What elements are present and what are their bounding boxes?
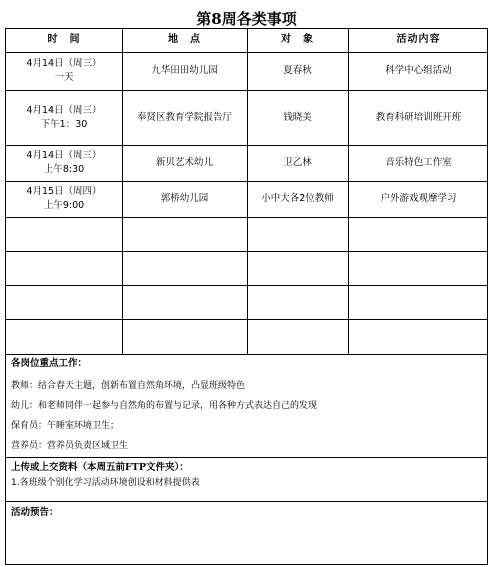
- empty-row-border: [6, 319, 487, 320]
- upload-section-title: 上传或上交资料（本周五前FTP文件夹）：: [11, 462, 189, 473]
- work-section-title: 各岗位重点工作：: [11, 358, 88, 369]
- time-detail: 上午8:30: [43, 164, 85, 175]
- time-cell: [6, 52, 122, 90]
- header-time: 时 间: [47, 34, 81, 46]
- target-cell: 钱晓美: [283, 111, 312, 123]
- place-cell: 新贝艺术幼儿: [155, 157, 213, 169]
- header-target: 对 象: [281, 34, 314, 46]
- time-detail: 一天: [54, 72, 74, 83]
- work-line: 幼儿：和老师同伴一起参与自然角的布置与记录，用各种方式表达自己的发现: [11, 401, 318, 411]
- place-cell: 九华田田幼儿园: [151, 65, 218, 77]
- header-place: 地 点: [168, 34, 201, 46]
- report-section-title: 活动预告：: [11, 507, 59, 518]
- page-title: 第8周各类事项: [196, 10, 297, 28]
- table-row: [6, 52, 487, 90]
- time-cell: [6, 145, 122, 181]
- time-detail: 上午9:00: [43, 200, 85, 211]
- table-header-row: [6, 29, 487, 52]
- table-row: [6, 145, 487, 181]
- place-cell: 郭桥幼儿园: [160, 193, 209, 205]
- time-cell: [6, 181, 122, 217]
- empty-row-border: [6, 251, 487, 252]
- schedule-table: [5, 28, 488, 565]
- target-cell: 夏春秋: [283, 65, 312, 77]
- time-detail: 下午1：30: [40, 118, 88, 130]
- content-cell: 科学中心组活动: [385, 65, 452, 77]
- time-cell: [6, 90, 122, 145]
- header-content: 活动内容: [396, 34, 441, 46]
- time-date: 4月14日（周三）: [26, 58, 102, 70]
- time-date: 4月14日（周三）: [26, 104, 102, 116]
- content-cell: 户外游戏观摩学习: [380, 193, 457, 205]
- empty-row-border: [6, 285, 487, 286]
- target-cell: 小中大各2位教师: [261, 193, 334, 205]
- work-line: 教师：结合春天主题，创新布置自然角环境，凸显班级特色: [11, 381, 246, 391]
- content-cell: 教育科研培训班开班: [375, 111, 462, 123]
- target-cell: 卫乙林: [283, 157, 312, 169]
- upload-line: 1.各班级个别化学习活动环境创设和材料提供表: [11, 478, 200, 488]
- time-date: 4月15日（周四）: [26, 186, 102, 198]
- work-line: 保育员：午睡室环境卫生；: [11, 421, 120, 431]
- time-date: 4月14日（周三）: [26, 150, 102, 162]
- table-row: [6, 181, 487, 217]
- place-cell: 奉贤区教育学院报告厅: [136, 111, 232, 123]
- content-cell: 音乐特色工作室: [385, 157, 452, 169]
- table-row: [6, 90, 487, 145]
- work-line: 营养员：营养员负责区域卫生: [11, 441, 129, 451]
